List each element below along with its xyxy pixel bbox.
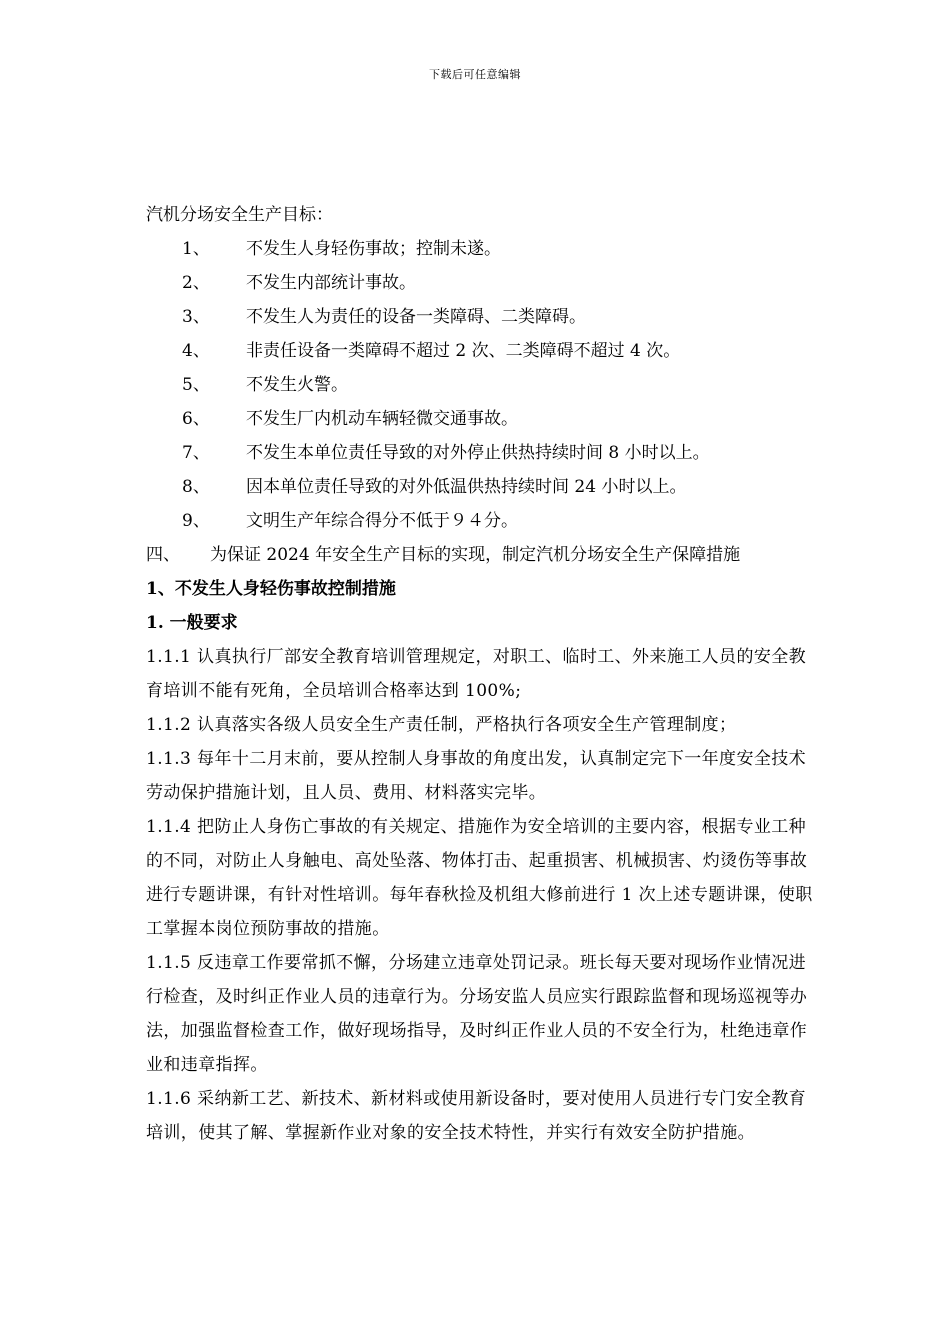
- goal-item-5: [146, 368, 818, 402]
- goal-item-1: [146, 232, 818, 266]
- heading-general-requirements: 1. 一般要求: [146, 613, 238, 633]
- section-four: [146, 538, 818, 572]
- goal-number: 1、: [182, 239, 210, 259]
- goal-text: 不发生火警。: [246, 375, 348, 395]
- goal-text: 不发生厂内机动车辆轻微交通事故。: [246, 409, 518, 429]
- goal-text: 因本单位责任导致的对外低温供热持续时间 24 小时以上。: [246, 477, 687, 497]
- goal-item-7: [146, 436, 818, 470]
- goal-text: 不发生人身轻伤事故；控制未遂。: [246, 239, 501, 259]
- page-header: 下载后可任意编辑: [429, 68, 521, 81]
- goal-number: 5、: [182, 375, 210, 395]
- goal-number: 6、: [182, 409, 210, 429]
- goal-text: 文明生产年综合得分不低于９４分。: [246, 511, 518, 531]
- paragraph-1-1-5: 1.1.5 反违章工作要常抓不懈，分场建立违章处罚记录。班长每天要对现场作业情况进行检查，及时纠正作业人员的违章行为。分场安监人员应实行跟踪监督和现场巡视等办法，加强监督检查工作，做好现场指导，及时纠正作业人员的不安全行为，杜绝违章作业和违章指挥。: [146, 953, 808, 1075]
- document-body: [146, 198, 818, 1150]
- goal-item-2: [146, 266, 818, 300]
- paragraph-1-1-3: 1.1.3 每年十二月末前，要从控制人身事故的角度出发，认真制定完下一年度安全技术劳动保护措施计划，且人员、费用、材料落实完毕。: [146, 749, 807, 803]
- section-text: 为保证 2024 年安全生产目标的实现，制定汽机分场安全生产保障措施: [210, 545, 741, 565]
- goal-number: 9、: [182, 511, 210, 531]
- goals-title: 汽机分场安全生产目标：: [146, 205, 333, 225]
- goal-text: 不发生本单位责任导致的对外停止供热持续时间 8 小时以上。: [246, 443, 710, 463]
- heading-control-measures: 1、不发生人身轻伤事故控制措施: [146, 579, 396, 599]
- goal-number: 4、: [182, 341, 210, 361]
- goal-number: 3、: [182, 307, 210, 327]
- section-number: 四、: [146, 545, 180, 565]
- goal-number: 7、: [182, 443, 210, 463]
- goal-item-6: [146, 402, 818, 436]
- goal-number: 2、: [182, 273, 210, 293]
- goal-number: 8、: [182, 477, 210, 497]
- goal-text: 不发生人为责任的设备一类障碍、二类障碍。: [246, 307, 586, 327]
- goal-item-9: [146, 504, 818, 538]
- paragraph-1-1-1: 1.1.1 认真执行厂部安全教育培训管理规定，对职工、临时工、外来施工人员的安全教育培训不能有死角，全员培训合格率达到 100%;: [146, 647, 807, 701]
- paragraph-1-1-6: 1.1.6 采纳新工艺、新技术、新材料或使用新设备时，要对使用人员进行专门安全教育培训，使其了解、掌握新作业对象的安全技术特性，并实行有效安全防护措施。: [146, 1089, 807, 1143]
- goal-item-3: [146, 300, 818, 334]
- paragraph-1-1-4: 1.1.4 把防止人身伤亡事故的有关规定、措施作为安全培训的主要内容，根据专业工种的不同，对防止人身触电、高处坠落、物体打击、起重损害、机械损害、灼烫伤等事故进行专题讲课，有针对性培训。每年春秋捡及机组大修前进行 1 次上述专题讲课，使职工掌握本岗位预防事故的措施。: [146, 817, 813, 939]
- goal-text: 非责任设备一类障碍不超过 2 次、二类障碍不超过 4 次。: [246, 341, 681, 361]
- goal-text: 不发生内部统计事故。: [246, 273, 416, 293]
- goal-item-8: [146, 470, 818, 504]
- goal-item-4: [146, 334, 818, 368]
- paragraph-1-1-2: 1.1.2 认真落实各级人员安全生产责任制，严格执行各项安全生产管理制度；: [146, 715, 737, 735]
